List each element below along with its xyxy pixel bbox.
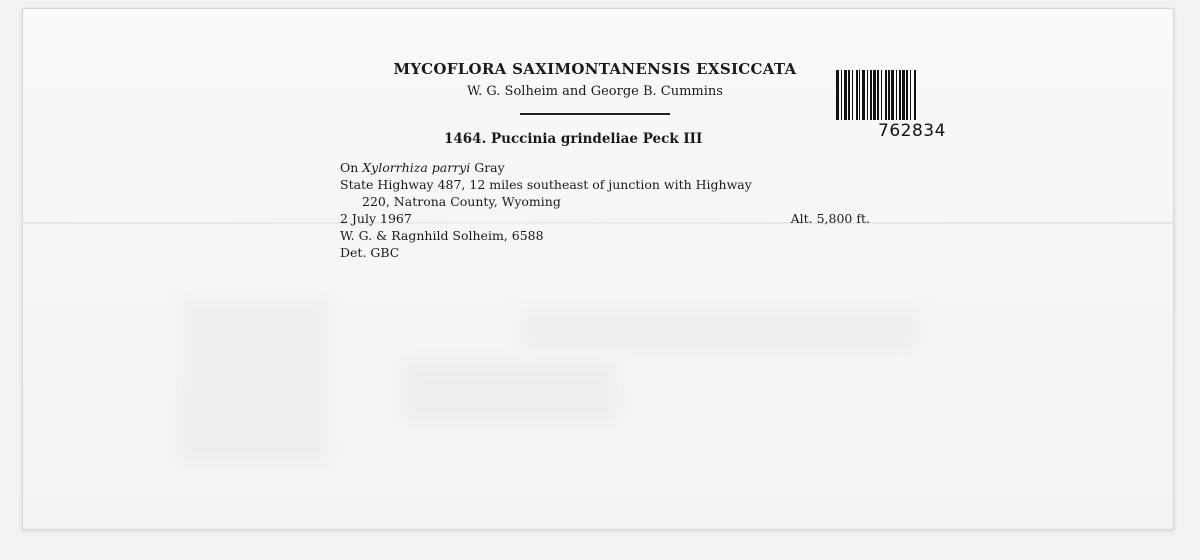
barcode-bar <box>916 70 917 120</box>
exsiccata-label <box>330 60 890 261</box>
barcode-label <box>836 70 1001 141</box>
date-altitude-line <box>340 210 870 227</box>
altitude: Alt. 5,800 ft. <box>790 211 870 226</box>
collection-date: 2 July 1967 <box>340 211 412 226</box>
collector-number: W. G. & Ragnhild Solheim, 6588 <box>340 228 544 243</box>
host-name: Xylorrhiza parryi <box>362 160 471 175</box>
barcode <box>836 70 996 120</box>
species-name: 1464. Puccinia grindeliae Peck III <box>444 131 703 147</box>
series-title: MYCOFLORA SAXIMONTANENSIS EXSICCATA <box>393 60 797 78</box>
host-line: On Xylorrhiza parryi Gray <box>340 160 505 175</box>
bleed-through-shadow <box>520 310 920 350</box>
specimen-details <box>340 159 870 261</box>
bleed-through-shadow <box>180 300 330 460</box>
barcode-number: 762834 <box>878 121 946 141</box>
locality-line-continued: 220, Natrona County, Wyoming <box>362 194 561 209</box>
series-editors: W. G. Solheim and George B. Cummins <box>467 84 723 99</box>
bleed-through-shadow <box>400 360 620 420</box>
locality-line: State Highway 487, 12 miles southeast of junction with Highway <box>340 177 752 192</box>
title-divider <box>520 113 670 115</box>
determiner: Det. GBC <box>340 245 400 260</box>
